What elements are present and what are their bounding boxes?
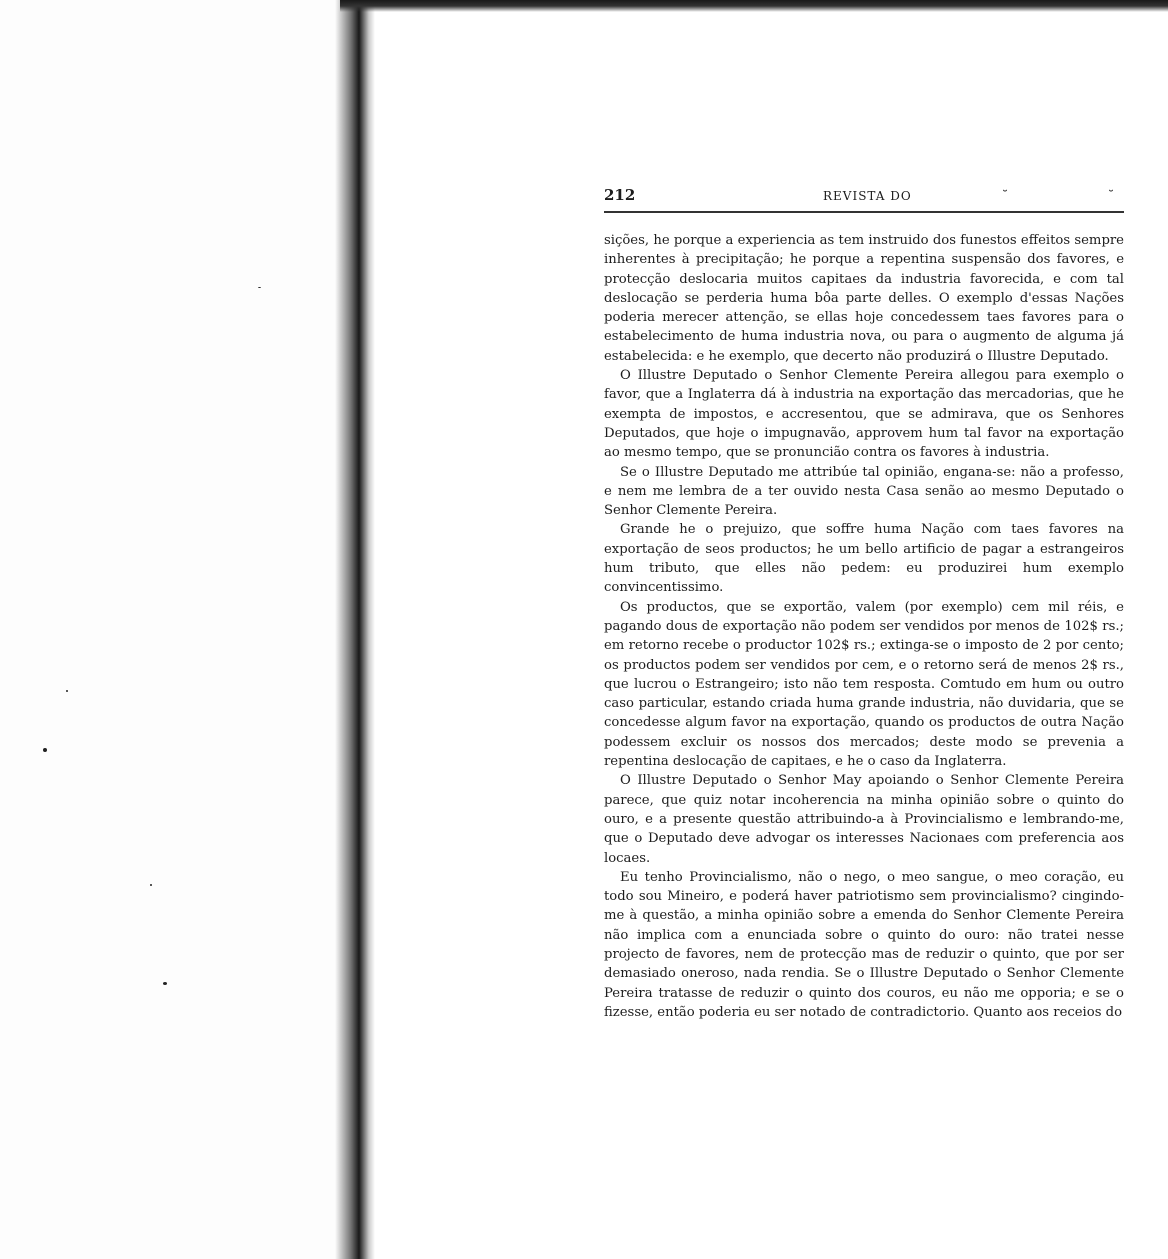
running-head [604,184,1124,206]
book-gutter-shadow [335,0,375,1259]
scan-speck [258,287,261,288]
scan-speck [43,748,47,752]
paragraph: Eu tenho Provincialismo, não o nego, o meo sangue, o meo coração, eu todo sou Mineiro, e poderá haver patriotismo sem provincialismo? cingindo-me à questão, a minha opinião sobre a emenda do Senhor Clemente Pereira não implica com a enunciada sobre o quinto do ouro: não tratei nesse projecto de favores, nem de protecção mas de reduzir o quinto, que por ser demasiado oneroso, nada rendia. Se o Illustre Deputado o Senhor Clemente Pereira tratasse de reduzir o quinto dos couros, eu não me opporia; e se o fizesse, então poderia eu ser notado de contradictorio. Quanto aos receios do [604,869,1124,1020]
scan-speck [163,982,167,985]
paragraph: sições, he porque a experiencia as tem instruido dos funestos effeitos sempre inherentes à precipitação; he porque a repentina suspensão dos favores, e protecção deslocaria muitos capitaes da industria favorecida, e com tal deslocação se perderia huma bôa parte delles. O exemplo d'essas Nações poderia merecer attenção, se ellas hoje concedessem taes favores para o estabelecimento de huma industria nova, ou para o augmento de alguma já estabelecida: e he exemplo, que decerto não produzirá o Illustre Deputado. [604,233,1124,364]
page-top-edge-shadow [340,0,1168,12]
paragraph: O Illustre Deputado o Senhor Clemente Pereira allegou para exemplo o favor, que a Inglaterra dá à industria na exportação das mercadorias, que he exempta de impostos, e accresentou, que se admirava, que os Senhores Deputados, que hoje o impugnavão, approvem hum tal favor na exportação ao mesmo tempo, que se pronuncião contra os favores à industria. [604,368,1124,461]
paragraph: Os productos, que se exportão, valem (por exemplo) cem mil réis, e pagando dous de exportação não podem ser vendidos por menos de 102$ rs.; em retorno recebe o productor 102$ rs.; extinga-se o imposto de 2 por cento; os productos podem ser vendidos por cem, e o retorno será de menos 2$ rs., que lucrou o Estrangeiro; isto não tem resposta. Comtudo em hum ou outro caso particular, estando criada huma grande industria, não duvidaria, que se concedesse algum favor na exportação, quando os productos de outra Nação podessem excluir os nossos dos mercados; deste modo se prevenia a repentina deslocação de capitaes, e he o caso da Inglaterra. [604,599,1124,770]
left-page-blank [0,0,355,1259]
header-mark: ˘ [1108,188,1115,202]
body-text [604,231,1124,1022]
header-mark: ˘ [1002,188,1009,202]
paragraph: O Illustre Deputado o Senhor May apoiando o Senhor Clemente Pereira parece, que quiz notar incoherencia na minha opinião sobre o quinto do ouro, e a presente questão attribuindo-a à Provincialismo e lembrando-me, que o Deputado deve advogar os interesses Nacionaes com preferencia aos locaes. [604,773,1124,866]
scan-speck [66,690,68,692]
paragraph: Grande he o prejuizo, que soffre huma Nação com taes favores na exportação de seos productos; he um bello artificio de pagar a estrangeiros hum tributo, que elles não pedem: eu produzirei hum exemplo convincentissimo. [604,522,1124,596]
scan-speck [150,884,152,886]
paragraph: Se o Illustre Deputado me attribúe tal opinião, engana-se: não a professo, e nem me lembra de a ter ouvido nesta Casa senão ao mesmo Deputado o Senhor Clemente Pereira. [604,464,1124,519]
page-number: 212 [604,186,636,204]
header-rule [604,211,1124,213]
running-title: REVISTA DO [823,189,912,203]
book-page [604,184,1124,1104]
